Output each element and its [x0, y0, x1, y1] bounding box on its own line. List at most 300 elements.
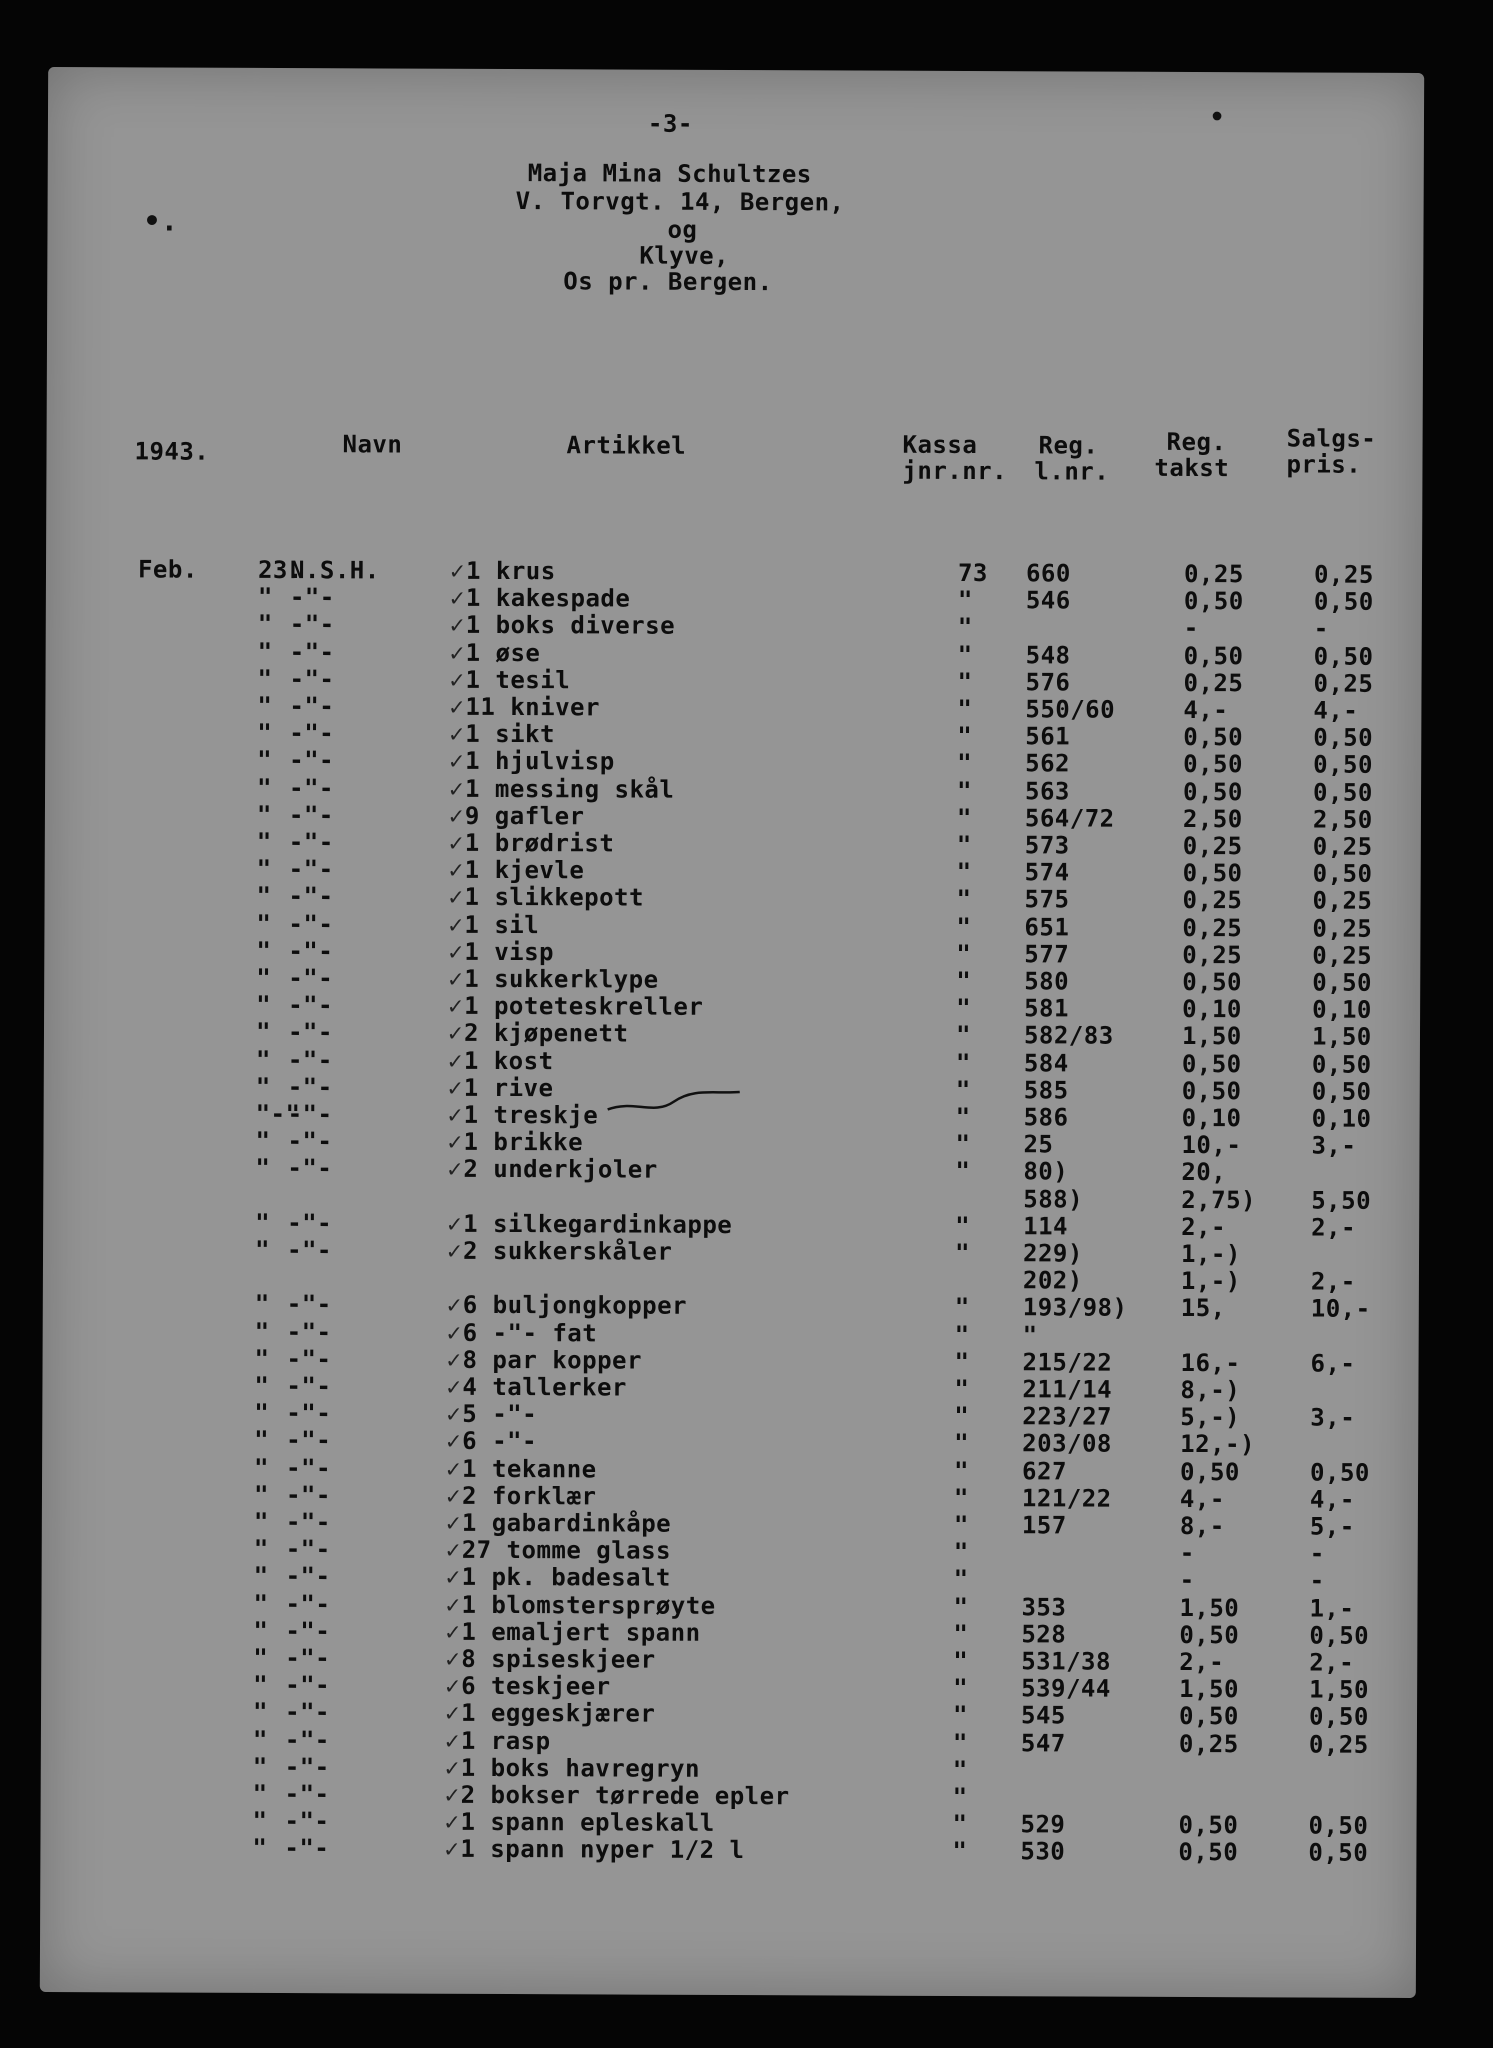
row-reg-nr: 562: [1025, 749, 1071, 778]
header-reg-nr: l.nr.: [1034, 457, 1110, 486]
row-day: ": [253, 1535, 269, 1564]
row-day: ": [252, 1698, 269, 1727]
row-day: ": [252, 1725, 268, 1754]
row-article: 1 brikke: [463, 1128, 584, 1157]
row-checkmark-icon: ✓: [444, 1699, 461, 1728]
row-reg-takst: -: [1183, 614, 1199, 643]
row-checkmark-icon: ✓: [448, 991, 464, 1021]
row-reg-nr: 202): [1022, 1266, 1083, 1295]
row-kassa-nr: ": [953, 1538, 969, 1567]
row-sale-price: 2,50: [1312, 805, 1373, 834]
row-sale-price: 0,25: [1313, 669, 1374, 698]
row-sale-price: 0,25: [1308, 1730, 1369, 1759]
row-day: ": [255, 1154, 271, 1183]
row-reg-takst: 2,50: [1182, 804, 1243, 834]
row-kassa-nr: ": [957, 586, 973, 615]
page-number: -3-: [647, 109, 693, 138]
row-reg-takst: 0,50: [1182, 777, 1243, 806]
header-reg-takst: Reg.: [1166, 427, 1227, 457]
row-day: ": [255, 1072, 271, 1101]
row-day: ": [255, 1018, 272, 1047]
row-checkmark-icon: ✓: [448, 828, 464, 857]
row-reg-nr: 547: [1020, 1728, 1066, 1758]
row-checkmark-icon: ✓: [444, 1780, 460, 1809]
row-day: ": [256, 991, 272, 1020]
row-checkmark-icon: ✓: [445, 1644, 461, 1673]
row-article: 1 kakespade: [465, 584, 631, 613]
row-name: -"-: [285, 1616, 331, 1646]
row-reg-nr: 121/22: [1021, 1484, 1112, 1513]
row-reg-takst: 0,50: [1178, 1702, 1239, 1731]
row-checkmark-icon: ✓: [449, 556, 466, 585]
row-name: -"-: [289, 692, 335, 721]
row-day: ": [256, 963, 272, 992]
row-article: 1 boks havregryn: [460, 1753, 701, 1783]
row-sale-price: 5,50: [1311, 1186, 1372, 1215]
row-day: "-": [255, 1099, 301, 1129]
row-sale-price: 0,25: [1313, 560, 1374, 589]
row-kassa-nr: ": [955, 1021, 972, 1050]
row-kassa-nr: ": [952, 1728, 968, 1757]
row-reg-nr: 581: [1024, 994, 1070, 1023]
row-checkmark-icon: ✓: [446, 1454, 462, 1483]
row-checkmark-icon: ✓: [448, 937, 464, 966]
row-sale-price: 0,25: [1312, 941, 1373, 970]
row-name: -"-: [284, 1725, 330, 1754]
row-reg-nr: 582/83: [1023, 1021, 1114, 1051]
header-salgspris: pris.: [1286, 450, 1362, 479]
row-article: 8 spiseskjeer: [461, 1644, 656, 1674]
row-day: ": [257, 664, 273, 693]
row-article: 1 rasp: [460, 1726, 551, 1755]
row-day: 23.: [257, 555, 303, 585]
row-sale-price: 1,-: [1309, 1594, 1355, 1623]
row-article: 1 tesil: [465, 665, 571, 695]
row-reg-nr: 660: [1025, 559, 1071, 588]
row-day: ": [257, 691, 273, 720]
row-day: ": [256, 827, 272, 856]
row-day: ": [256, 882, 272, 911]
row-checkmark-icon: ✓: [449, 747, 465, 776]
row-kassa-nr: ": [956, 803, 972, 832]
row-checkmark-icon: ✓: [448, 855, 464, 885]
row-checkmark-icon: ✓: [448, 801, 464, 830]
address-line: og: [667, 215, 698, 244]
row-reg-nr: 584: [1023, 1048, 1069, 1078]
row-day: ": [253, 1643, 269, 1672]
row-sale-price: 0,50: [1310, 1458, 1370, 1487]
row-article: 1 sikt: [465, 720, 556, 749]
row-name: -"-: [287, 1018, 333, 1047]
row-reg-takst: 0,50: [1182, 967, 1243, 997]
row-article: 9 gafler: [464, 801, 585, 831]
row-reg-nr: 530: [1020, 1837, 1066, 1866]
address-block: [48, 67, 1424, 297]
row-sale-price: -: [1313, 614, 1329, 643]
row-day: ": [253, 1671, 269, 1700]
row-reg-nr: 577: [1024, 940, 1070, 969]
row-sale-price: 1,50: [1311, 1022, 1372, 1052]
row-name: -"-: [289, 583, 335, 612]
row-kassa-nr: ": [953, 1565, 969, 1594]
row-checkmark-icon: ✓: [447, 1127, 463, 1157]
row-reg-nr: 548: [1025, 640, 1071, 670]
row-reg-nr: 539/44: [1021, 1674, 1111, 1703]
row-name: -"-: [289, 719, 335, 748]
row-checkmark-icon: ✓: [445, 1535, 461, 1565]
row-sale-price: 0,50: [1313, 723, 1374, 752]
row-day: ": [254, 1399, 270, 1428]
row-day: ": [253, 1616, 269, 1645]
row-name: -"-: [285, 1535, 331, 1564]
row-article: 1 kost: [463, 1046, 554, 1075]
row-reg-takst: -: [1179, 1539, 1195, 1568]
row-sale-price: 1,50: [1309, 1675, 1369, 1704]
row-reg-nr: ": [1022, 1320, 1038, 1349]
row-article: 1 hjulvisp: [465, 747, 615, 776]
row-reg-takst: 2,-: [1181, 1212, 1227, 1241]
row-sale-price: 2,-: [1309, 1648, 1355, 1677]
row-name: -"-: [287, 1208, 333, 1238]
row-checkmark-icon: ✓: [446, 1345, 462, 1374]
row-day: ": [257, 610, 273, 639]
row-sale-price: 5,-: [1309, 1512, 1355, 1541]
row-name: -"-: [284, 1834, 330, 1863]
row-reg-takst: 8,-: [1179, 1511, 1225, 1541]
row-kassa-nr: ": [953, 1592, 969, 1621]
row-day: ": [252, 1807, 268, 1836]
row-kassa-nr: ": [957, 667, 973, 696]
row-day: ": [257, 583, 273, 612]
row-reg-takst: 0,50: [1183, 750, 1244, 779]
row-article: 6 teskjeer: [461, 1672, 611, 1701]
row-kassa-nr: ": [956, 885, 972, 914]
row-name: -"-: [286, 1426, 332, 1455]
header-kassa: jnr.nr.: [902, 456, 1008, 486]
row-checkmark-icon: ✓: [444, 1726, 460, 1755]
row-kassa-nr: ": [957, 749, 973, 778]
header-year: 1943.: [134, 437, 210, 466]
address-line: Os pr. Bergen.: [563, 267, 773, 297]
row-reg-takst: 0,50: [1179, 1620, 1240, 1650]
row-reg-nr: 574: [1024, 858, 1070, 887]
row-article: 1 kjevle: [464, 856, 585, 885]
row-kassa-nr: ": [953, 1483, 969, 1512]
row-name: -"-: [285, 1480, 331, 1510]
row-day: ": [252, 1752, 268, 1781]
row-article: 2 kjøpenett: [463, 1019, 629, 1048]
row-reg-nr: 575: [1024, 885, 1070, 914]
row-name: -"-: [287, 1045, 333, 1074]
row-sale-price: 0,25: [1312, 886, 1373, 916]
row-kassa-nr: ": [955, 1211, 971, 1240]
row-article: 1 visp: [464, 937, 555, 967]
row-article: 2 sukkerskåler: [462, 1236, 673, 1266]
row-name: -"-: [288, 909, 334, 938]
row-article: 1 emaljert spann: [461, 1617, 701, 1647]
row-checkmark-icon: ✓: [446, 1399, 462, 1429]
row-sale-price: 4,-: [1313, 696, 1359, 725]
row-reg-nr: 545: [1020, 1701, 1066, 1730]
row-kassa-nr: ": [952, 1755, 968, 1784]
header-article: Artikkel: [566, 431, 687, 460]
row-reg-takst: 4,-: [1183, 695, 1229, 725]
row-article: 2 forklær: [461, 1481, 597, 1511]
row-reg-nr: 627: [1022, 1456, 1068, 1486]
row-article: 1 tekanne: [462, 1454, 597, 1484]
row-reg-nr: 573: [1024, 831, 1070, 860]
row-reg-nr: 531/38: [1021, 1647, 1112, 1676]
row-article: 2 underkjoler: [463, 1155, 658, 1185]
row-kassa-nr: ": [953, 1646, 969, 1676]
row-reg-takst: 0,50: [1183, 641, 1244, 670]
row-sale-price: 0,10: [1311, 1104, 1372, 1133]
row-day: ": [254, 1371, 270, 1400]
row-name: -"-: [286, 1399, 332, 1428]
row-reg-nr: 550/60: [1025, 695, 1116, 724]
row-article: 27 tomme glass: [461, 1536, 672, 1565]
row-name: -"-: [285, 1644, 331, 1673]
row-reg-takst: 0,50: [1183, 723, 1244, 752]
row-article: 1 krus: [465, 556, 556, 586]
row-reg-takst: 0,50: [1181, 1076, 1242, 1106]
row-name: -"-: [286, 1453, 332, 1482]
row-article: 1 eggeskjærer: [460, 1699, 656, 1729]
row-name: -"-: [284, 1807, 330, 1836]
row-kassa-nr: ": [956, 939, 972, 968]
row-kassa-nr: ": [956, 912, 972, 941]
row-article: 1 spann nyper 1/2 l: [460, 1835, 745, 1865]
row-kassa-nr: ": [957, 613, 973, 642]
row-article: 1 boks diverse: [465, 611, 676, 641]
row-reg-takst: -: [1179, 1566, 1195, 1595]
row-day: ": [256, 800, 272, 829]
row-month: Feb.: [137, 555, 198, 584]
row-day: ": [256, 936, 272, 965]
row-sale-price: 2,-: [1311, 1213, 1357, 1242]
row-checkmark-icon: ✓: [449, 583, 465, 613]
row-checkmark-icon: ✓: [449, 611, 465, 640]
row-reg-nr: 546: [1025, 586, 1071, 615]
row-checkmark-icon: ✓: [447, 1073, 463, 1102]
row-sale-price: 10,-: [1310, 1294, 1371, 1324]
row-reg-nr: 580: [1024, 967, 1070, 996]
header-reg-takst: takst: [1154, 453, 1230, 483]
row-sale-price: 4,-: [1309, 1485, 1355, 1514]
corner-mark: •: [1207, 100, 1227, 136]
row-checkmark-icon: ✓: [444, 1753, 460, 1782]
row-reg-nr: 586: [1023, 1103, 1069, 1132]
row-checkmark-icon: ✓: [445, 1563, 461, 1592]
row-reg-nr: 80): [1023, 1157, 1069, 1186]
row-sale-price: 0,50: [1308, 1811, 1369, 1840]
row-reg-takst: 2,-: [1179, 1647, 1225, 1677]
row-reg-nr: 585: [1023, 1076, 1069, 1105]
row-checkmark-icon: ✓: [446, 1427, 462, 1456]
row-name: -"-: [288, 991, 334, 1020]
row-checkmark-icon: ✓: [449, 774, 465, 803]
row-name: -"-: [288, 964, 334, 993]
row-reg-nr: 114: [1023, 1212, 1069, 1241]
row-day: ": [257, 773, 273, 802]
row-article: 1 messing skål: [465, 774, 675, 804]
row-kassa-nr: ": [953, 1674, 969, 1703]
row-reg-nr: 564/72: [1024, 804, 1115, 833]
row-kassa-nr: ": [953, 1510, 969, 1540]
row-name: -"-: [288, 855, 334, 884]
row-name: -"-: [288, 828, 334, 857]
address-line: Maja Mina Schultzes: [527, 159, 812, 189]
row-reg-nr: 561: [1025, 722, 1071, 751]
row-reg-takst: 1,50: [1179, 1675, 1239, 1704]
row-name: -"-: [285, 1671, 331, 1700]
row-sale-price: 0,25: [1312, 832, 1373, 861]
row-kassa-nr: ": [957, 694, 973, 724]
row-sale-price: 6,-: [1310, 1349, 1356, 1378]
row-kassa-nr: ": [954, 1347, 970, 1376]
row-checkmark-icon: ✓: [446, 1318, 462, 1347]
row-name: -"-: [284, 1698, 330, 1727]
row-kassa-nr: ": [952, 1701, 969, 1730]
row-day: ": [252, 1779, 268, 1808]
row-day: ": [257, 746, 273, 775]
row-day: ": [252, 1834, 268, 1863]
row-kassa-nr: ": [954, 1429, 970, 1458]
row-kassa-nr: 73: [957, 558, 988, 588]
row-reg-takst: 0,50: [1180, 1457, 1240, 1486]
row-reg-takst: 0,10: [1182, 995, 1242, 1024]
row-day: ": [254, 1290, 270, 1319]
row-name: -"-: [287, 1072, 333, 1102]
row-reg-takst: 0,50: [1181, 1049, 1242, 1078]
row-reg-nr: 528: [1021, 1620, 1067, 1649]
row-name: -"-: [286, 1317, 332, 1346]
row-reg-takst: 0,25: [1182, 886, 1243, 915]
row-reg-takst: 1,-): [1180, 1267, 1241, 1296]
left-margin-mark: •.: [143, 204, 179, 238]
row-checkmark-icon: ✓: [448, 883, 464, 912]
row-checkmark-icon: ✓: [444, 1807, 460, 1837]
row-reg-takst: 0,25: [1183, 559, 1244, 589]
row-checkmark-icon: ✓: [446, 1236, 463, 1265]
row-kassa-nr: ": [956, 994, 972, 1023]
row-article: 1 sil: [464, 910, 540, 939]
row-reg-takst: 8,-): [1180, 1375, 1241, 1405]
row-article: 6 buljongkopper: [462, 1291, 688, 1321]
row-name: -"-: [285, 1562, 331, 1591]
row-article: 1 pk. badesalt: [461, 1563, 671, 1593]
row-name: -"-: [286, 1372, 332, 1401]
row-day: ": [257, 637, 273, 666]
row-reg-nr: 193/98): [1022, 1293, 1128, 1323]
row-day: ": [253, 1480, 269, 1509]
row-checkmark-icon: ✓: [448, 964, 464, 993]
row-day: ": [254, 1426, 270, 1455]
row-name: -"-: [287, 1154, 333, 1183]
row-kassa-nr: ": [953, 1619, 969, 1648]
row-kassa-nr: ": [952, 1810, 968, 1839]
row-checkmark-icon: ✓: [444, 1835, 460, 1864]
row-checkmark-icon: ✓: [447, 1100, 463, 1129]
row-sale-price: -: [1309, 1539, 1325, 1568]
header-salgspris: Salgs-: [1286, 424, 1377, 453]
address-line: V. Torvgt. 14, Bergen,: [515, 187, 845, 217]
header-reg-nr: Reg.: [1038, 431, 1099, 460]
pen-scribble: [604, 1079, 744, 1120]
address-line: Klyve,: [639, 241, 730, 270]
row-sale-price: 0,50: [1313, 750, 1374, 780]
row-checkmark-icon: ✓: [446, 1372, 462, 1401]
row-checkmark-icon: ✓: [445, 1590, 461, 1619]
row-sale-price: 0,10: [1312, 995, 1372, 1024]
row-kassa-nr: ": [955, 1075, 971, 1104]
row-reg-nr: 229): [1022, 1239, 1083, 1268]
row-name: -"-: [288, 936, 334, 966]
row-article: 11 kniver: [465, 692, 601, 722]
header-kassa: Kassa: [902, 430, 978, 460]
row-reg-nr: 353: [1021, 1592, 1067, 1622]
row-name: -"-: [289, 773, 334, 802]
row-checkmark-icon: ✓: [445, 1508, 461, 1537]
row-checkmark-icon: ✓: [447, 1046, 463, 1075]
row-reg-nr: 157: [1021, 1511, 1067, 1540]
row-kassa-nr: ": [954, 1238, 971, 1268]
row-article: 6 -"-: [462, 1427, 538, 1456]
row-article: 1 sukkerklype: [464, 964, 659, 994]
row-kassa-nr: ": [954, 1320, 970, 1349]
row-name: -"-: [289, 610, 335, 639]
row-name: -"-: [286, 1236, 332, 1265]
row-name: -"-: [289, 664, 335, 694]
row-name: -"-: [289, 746, 335, 775]
row-day: ": [254, 1235, 271, 1264]
row-day: ": [254, 1344, 270, 1373]
row-reg-nr: 215/22: [1022, 1348, 1113, 1377]
row-reg-nr: 211/14: [1022, 1375, 1113, 1404]
row-reg-takst: 0,10: [1181, 1103, 1242, 1133]
row-kassa-nr: ": [954, 1402, 970, 1431]
row-kassa-nr: ": [952, 1782, 968, 1812]
row-sale-price: 3,-: [1310, 1403, 1356, 1432]
row-kassa-nr: ": [954, 1293, 970, 1322]
row-reg-takst: 4,-: [1179, 1484, 1225, 1513]
row-checkmark-icon: ✓: [445, 1617, 461, 1646]
row-name: -"-: [284, 1780, 330, 1809]
row-day: ": [255, 1127, 271, 1156]
row-article: 1 poteteskreller: [464, 992, 704, 1022]
row-sale-price: 0,50: [1311, 1077, 1372, 1106]
row-sale-price: 0,50: [1312, 778, 1373, 807]
row-sale-price: 0,50: [1313, 587, 1374, 616]
row-reg-takst: 0,50: [1178, 1838, 1239, 1867]
row-sale-price: 0,50: [1308, 1702, 1369, 1732]
row-reg-takst: 0,25: [1182, 831, 1243, 861]
row-day: ": [253, 1589, 269, 1618]
row-kassa-nr: ": [957, 722, 973, 751]
row-name: -"-: [285, 1589, 331, 1618]
row-reg-takst: 15,: [1180, 1294, 1226, 1323]
row-article: 1 rive: [463, 1073, 554, 1103]
row-day: ": [255, 1208, 271, 1237]
row-reg-takst: 1,50: [1181, 1022, 1242, 1051]
row-name: -"-: [284, 1752, 330, 1782]
row-day: ": [254, 1317, 270, 1346]
row-name: -"-: [288, 882, 334, 911]
row-article: 1 brødrist: [464, 828, 615, 858]
row-article: 2 bokser tørrede epler: [460, 1780, 790, 1811]
row-sale-price: 0,50: [1312, 859, 1373, 888]
row-reg-nr: 651: [1024, 912, 1070, 942]
